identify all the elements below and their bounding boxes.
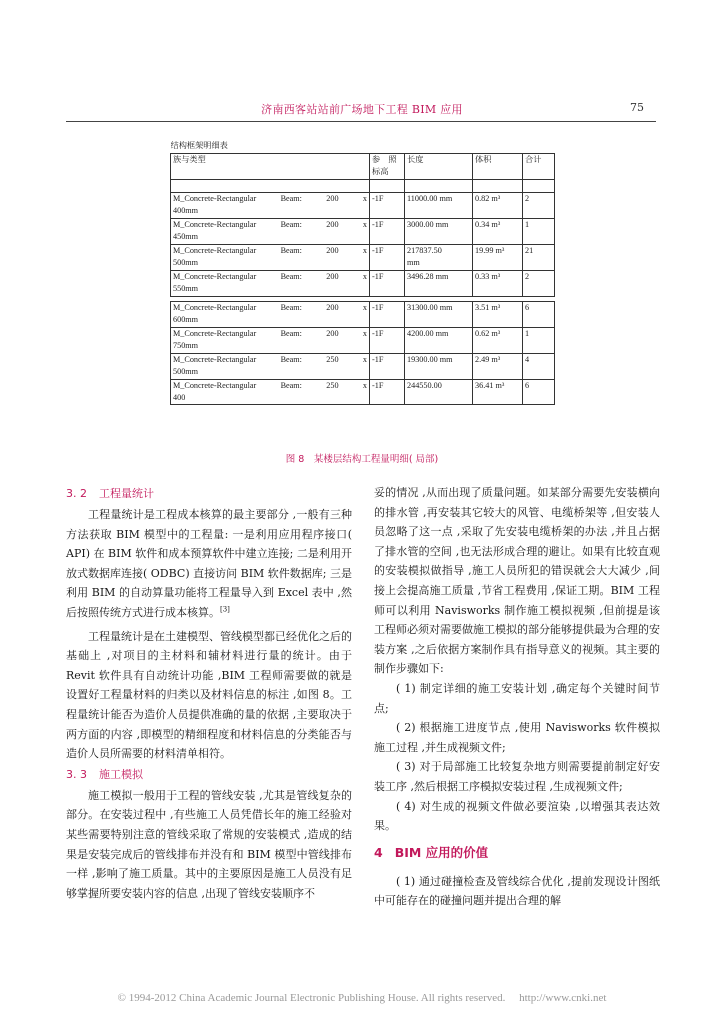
section-heading-3-2: 3. 2 工程量统计 — [66, 487, 154, 500]
cell-length: 4200.00 mm — [405, 327, 473, 353]
table-row — [171, 379, 555, 405]
cell-family: M_Concrete-Rectangular Beam: 250 x 400 — [171, 379, 370, 405]
cell-length: 11000.00 mm — [405, 192, 473, 218]
list-item: ( 4) 对生成的视频文件做必要渲染 ,以增强其表达效果。 — [374, 799, 660, 833]
cell-count: 2 — [523, 270, 555, 296]
cell-count: 1 — [523, 218, 555, 244]
table-row — [171, 192, 555, 218]
list-item: ( 2) 根据施工进度节点 ,使用 Navisworks 软件模拟施工过程 ,并生成视频文件; — [374, 721, 660, 754]
table-row — [171, 301, 555, 327]
table-row — [171, 244, 555, 270]
cell-volume: 0.34 m³ — [473, 218, 523, 244]
section-heading-3-3: 3. 3 施工模拟 — [66, 767, 143, 781]
header-rule — [66, 121, 656, 122]
cell-level: -1F — [370, 379, 405, 405]
cell-level: -1F — [370, 301, 405, 327]
table-title: 结构框架明细表 — [170, 141, 228, 150]
table-row — [171, 353, 555, 379]
copyright-footer: © 1994-2012 China Academic Journal Electronic Publishing House. All rights reserved. http://www.cnki.net — [117, 992, 607, 1004]
cell-count: 21 — [523, 244, 555, 270]
cell-family: M_Concrete-Rectangular Beam: 200 x 750mm — [171, 327, 370, 353]
table-header-row — [171, 153, 555, 179]
column-header-volume: 体积 — [473, 153, 523, 179]
column-header-length: 长度 — [405, 153, 473, 179]
page-number: 75 — [630, 101, 644, 114]
cell-volume: 0.33 m³ — [473, 270, 523, 296]
paragraph: ( 1) 通过碰撞检查及管线综合优化 ,提前发现设计图纸中可能存在的碰撞问题并提出合理的解 — [374, 874, 660, 908]
cell-family: M_Concrete-Rectangular Beam: 200 x 600mm — [171, 301, 370, 327]
running-header-title: 济南西客站站前广场地下工程 BIM 应用 — [261, 103, 463, 116]
cell-length: 3000.00 mm — [405, 218, 473, 244]
cell-volume: 2.49 m³ — [473, 353, 523, 379]
cell-volume: 0.62 m³ — [473, 327, 523, 353]
cell-length: 19300.00 mm — [405, 353, 473, 379]
column-header-count: 合计 — [523, 153, 555, 179]
list-item: ( 3) 对于局部施工比较复杂地方则需要提前制定好安装工序 ,然后根据工序模拟安装过程 ,生成视频文件; — [374, 760, 660, 793]
cell-family: M_Concrete-Rectangular Beam: 200 x 400mm — [171, 192, 370, 218]
cell-length: 217837.50 mm — [405, 244, 473, 270]
paragraph: 工程量统计是在土建模型、管线模型都已经优化之后的基础上 ,对项目的主材料和辅材料进行量的统计。由于 Revit 软件具有自动统计功能 ,BIM 工程师需要做的就是设置好工程量材料的归类以及材料信息的标注 ,如图 8。工程量统计能否为造价人员提供准确的量的依据 ,主要取决于两方面的内容 ,即模型的精细程度和材料信息的分类能否与造价人员所需要的材料清单相符。 — [66, 629, 352, 761]
cell-count: 6 — [523, 379, 555, 405]
cell-length: 244550.00 — [405, 379, 473, 405]
cell-family: M_Concrete-Rectangular Beam: 200 x 500mm — [171, 244, 370, 270]
table-row — [171, 270, 555, 296]
cell-level: -1F — [370, 327, 405, 353]
cell-level: -1F — [370, 270, 405, 296]
list-item: ( 1) 制定详细的施工安装计划 ,确定每个关键时间节点; — [374, 681, 660, 715]
table-row — [171, 327, 555, 353]
cell-family: M_Concrete-Rectangular Beam: 250 x 500mm — [171, 353, 370, 379]
paragraph: 妥的情况 ,从而出现了质量问题。如某部分需要先安装横向的排水管 ,再安装其它较大的风管、电缆桥架等 ,但安装人员忽略了这一点 ,采取了先安装电缆桥架的办法 ,并且占据了排水管的空间 ,也无法形成合理的避让。如果有比较直观的安装模拟做指导 ,施工人员所犯的错误就会大大减少 ,间接上会提高施工质量 ,节省工程费用 ,保证工期。BIM 工程师可以利用 Navisworks 制作施工模拟视频 ,但前提是该工程师必须对需要做施工模拟的部分能够提供最为合理的安装方案 ,之后依据方案制作具有指导意义的视频。其主要的制作步骤如下: — [374, 486, 660, 676]
column-header-level: 参 照 标高 — [370, 153, 405, 179]
structural-framing-schedule-table — [170, 140, 555, 405]
cell-level: -1F — [370, 353, 405, 379]
cell-family: M_Concrete-Rectangular Beam: 200 x 450mm — [171, 218, 370, 244]
section-heading-4: 4 BIM 应用的价值 — [374, 844, 489, 860]
table-blank-row — [171, 179, 555, 192]
cell-count: 1 — [523, 327, 555, 353]
left-column — [66, 483, 352, 903]
cell-length: 31300.00 mm — [405, 301, 473, 327]
figure-caption: 图 8 某楼层结构工程量明细( 局部) — [285, 454, 439, 465]
cell-level: -1F — [370, 244, 405, 270]
paragraph: 施工模拟一般用于工程的管线安装 ,尤其是管线复杂的部分。在安装过程中 ,有些施工人员凭借长年的施工经验对某些需要特别注意的管线采取了常规的安装模式 ,造成的结果是安装完成后的管线排布并没有和 BIM 模型中管线排布一样 ,影响了施工质量。其中的主要原因是施工人员没有足够掌握所要安装内容的信息 ,出现了管线安装顺序不 — [66, 788, 352, 900]
cell-count: 2 — [523, 192, 555, 218]
cell-volume: 19.99 m³ — [473, 244, 523, 270]
cell-level: -1F — [370, 192, 405, 218]
cell-count: 6 — [523, 301, 555, 327]
cell-level: -1F — [370, 218, 405, 244]
cell-volume: 36.41 m³ — [473, 379, 523, 405]
cell-family: M_Concrete-Rectangular Beam: 200 x 550mm — [171, 270, 370, 296]
cell-volume: 0.82 m³ — [473, 192, 523, 218]
cell-count: 4 — [523, 353, 555, 379]
cell-volume: 3.51 m³ — [473, 301, 523, 327]
citation-ref: [3] — [220, 605, 230, 614]
cell-length: 3496.28 mm — [405, 270, 473, 296]
right-column — [374, 483, 660, 911]
column-header-family: 族与类型 — [171, 153, 370, 179]
paragraph: 工程量统计是工程成本核算的最主要部分 ,一般有三种方法获取 BIM 模型中的工程量: 一是利用应用程序接口( API) 在 BIM 软件和成本预算软件中建立连接; 二是利用开放式数据库连接( ODBC) 直接访问 BIM 软件数据库; 三是利用 BIM 的自动算量功能将工程量导入到 Excel 表中 ,然后按照传统方式进行成本核算。[3] — [66, 508, 353, 619]
table-row — [171, 218, 555, 244]
